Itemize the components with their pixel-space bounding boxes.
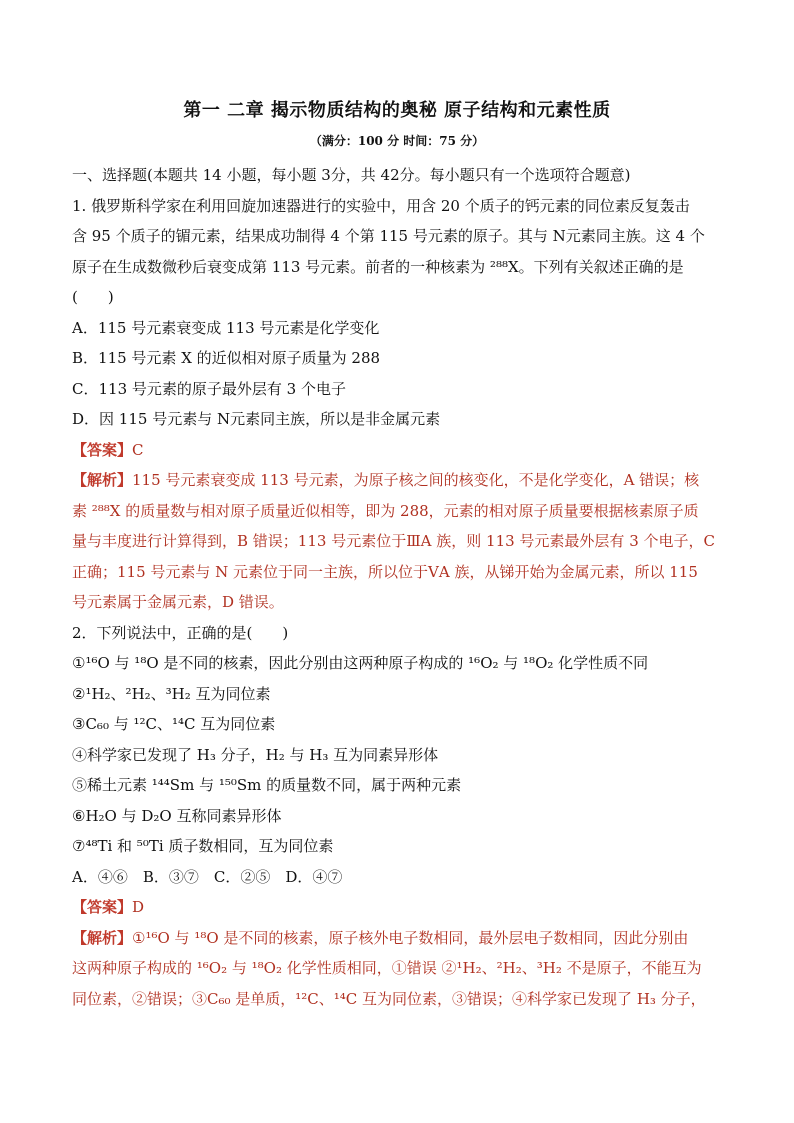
q1-option-a: A．115 号元素衰变成 113 号元素是化学变化 [72, 318, 380, 337]
q2-item-3: ③C₆₀ 与 ¹²C、¹⁴C 互为同位素 [72, 715, 276, 733]
analysis-text: ①¹⁶O 与 ¹⁸O 是不同的核素，原子核外电子数相同，最外层电子数相同，因此分别由 [132, 928, 689, 947]
q2-item-1: ①¹⁶O 与 ¹⁸O 是不同的核素，因此分别由这两种原子构成的 ¹⁶O₂ 与 ¹⁸O₂ 化学性质不同 [72, 654, 649, 672]
q2-analysis-line [72, 923, 732, 954]
q2-item-5: ⑤稀土元素 ¹⁴⁴Sm 与 ¹⁵⁰Sm 的质量数不同，属于两种元素 [72, 776, 462, 794]
q2-analysis-line: 这两种原子构成的 ¹⁶O₂ 与 ¹⁸O₂ 化学性质相同，①错误 ②¹H₂、²H₂、³H₂ 不是原子，不能互为 [72, 959, 702, 977]
q2-analysis-line: 同位素，②错误；③C₆₀ 是单质，¹²C、¹⁴C 互为同位素，③错误；④科学家已发现了 H₃ 分子， [72, 989, 706, 1008]
q1-option-c: C．113 号元素的原子最外层有 3 个电子 [72, 379, 346, 398]
answer-label: 【答案】 [72, 440, 133, 459]
exam-info: （满分：100 分 时间：75 分） [309, 134, 485, 148]
q2-item-6: ⑥H₂O 与 D₂O 互称同素异形体 [72, 806, 282, 825]
q1-answer [72, 435, 732, 466]
q1-analysis-line: 正确；115 号元素与 N 元素位于同一主族，所以位于ⅤA 族，从锑开始为金属元素，所以 115 [72, 562, 698, 581]
q2-item-2: ②¹H₂、²H₂、³H₂ 互为同位素 [72, 684, 271, 703]
q2-stem: 2．下列说法中，正确的是( ) [72, 623, 289, 642]
q1-analysis-line: 号元素属于金属元素，D 错误。 [72, 593, 284, 611]
q2-answer [72, 892, 732, 923]
content [72, 160, 732, 1014]
analysis-label: 【解析】 [72, 928, 133, 947]
answer-label: 【答案】 [72, 898, 133, 916]
q2-options: A．④⑥ B．③⑦ C．②⑤ D．④⑦ [72, 867, 343, 886]
question-2 [72, 618, 732, 1015]
question-1 [72, 191, 732, 618]
q1-analysis-line: 素 ²⁸⁸X 的质量数与相对原子质量近似相等，即为 288，元素的相对原子质量要根据核素原子质 [72, 501, 699, 520]
q1-stem-line: 含 95 个质子的镅元素，结果成功制得 4 个第 115 号元素的原子。其与 N元素同主族。这 4 个 [72, 227, 705, 245]
q1-analysis-line [72, 465, 732, 496]
answer-value: D [132, 898, 145, 916]
q1-option-b: B．115 号元素 X 的近似相对原子质量为 288 [72, 349, 381, 367]
q1-stem-line: 1. 俄罗斯科学家在利用回旋加速器进行的实验中，用含 20 个质子的钙元素的同位素反复轰击 [72, 196, 690, 215]
q1-stem-line: ( ) [72, 288, 114, 306]
section-heading: 一、选择题(本题共 14 小题，每小题 3分，共 42分。每小题只有一个选项符合题意) [72, 166, 631, 184]
q2-item-7: ⑦⁴⁸Ti 和 ⁵⁰Ti 质子数相同，互为同位素 [72, 837, 334, 855]
answer-value: C [132, 440, 144, 459]
q2-item-4: ④科学家已发现了 H₃ 分子，H₂ 与 H₃ 互为同素异形体 [72, 745, 439, 764]
page-title: 第一 二章 揭示物质结构的奥秘 原子结构和元素性质 [183, 100, 611, 121]
analysis-label: 【解析】 [72, 471, 133, 489]
q1-stem-line: 原子在生成数微秒后衰变成第 113 号元素。前者的一种核素为 ²⁸⁸X。下列有关叙述正确的是 [72, 257, 684, 276]
q1-option-d: D．因 115 号元素与 N元素同主族，所以是非金属元素 [72, 410, 441, 428]
q1-analysis-line: 量与丰度进行计算得到，B 错误；113 号元素位于ⅢA 族，则 113 号元素最外层有 3 个电子，C [72, 532, 715, 550]
analysis-text: 115 号元素衰变成 113 号元素，为原子核之间的核变化，不是化学变化，A 错误；核 [132, 471, 700, 489]
